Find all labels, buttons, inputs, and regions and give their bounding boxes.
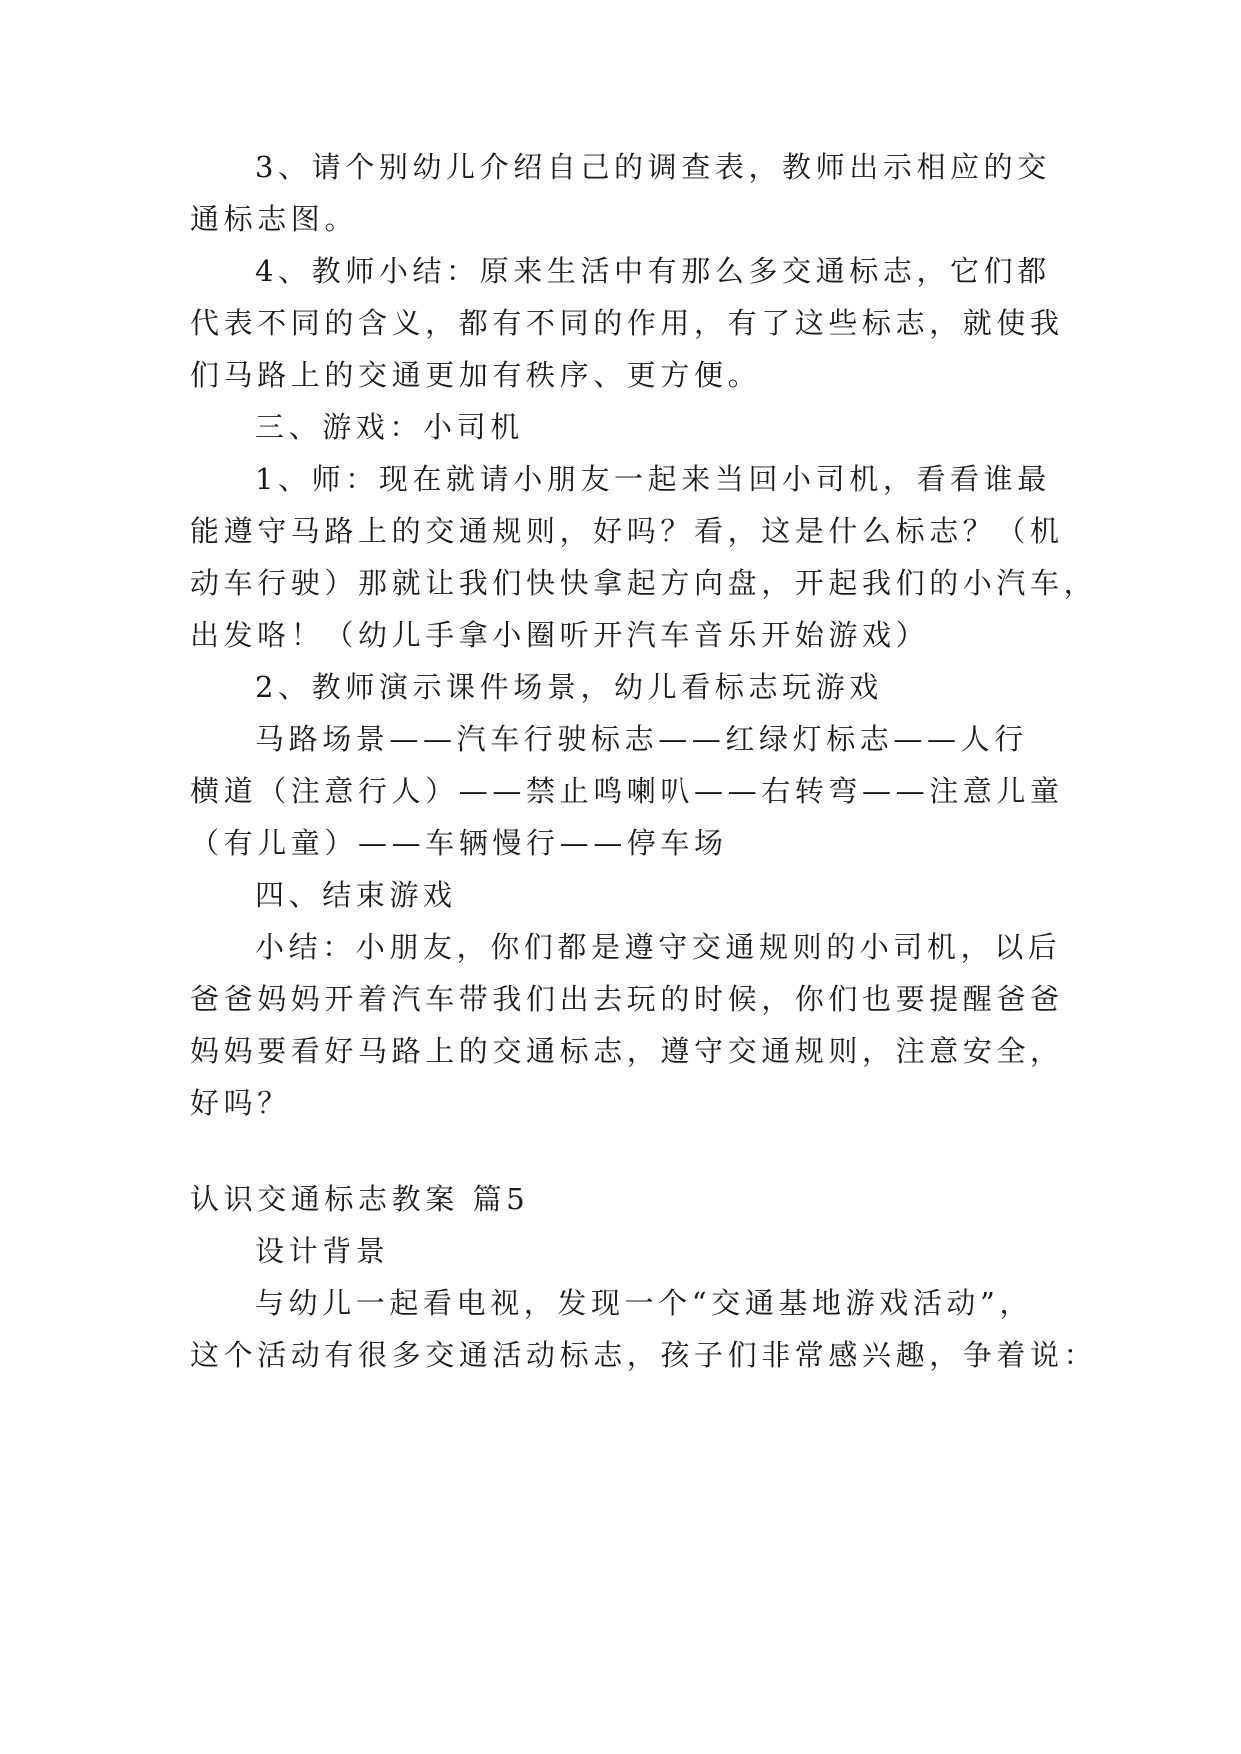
section-heading: 设计背景 xyxy=(255,1234,390,1268)
text-line: 代表不同的含义，都有不同的作用，有了这些标志，就使我 xyxy=(190,306,1064,340)
text-line: 妈妈要看好马路上的交通标志，遵守交通规则，注意安全， xyxy=(190,1034,1064,1068)
text-line: 马路场景——汽车行驶标志——红绿灯标志——人行 xyxy=(255,722,1028,756)
text-line: 2、教师演示课件场景，幼儿看标志玩游戏 xyxy=(255,670,883,704)
text-line: 通标志图。 xyxy=(190,202,359,236)
text-line: 爸爸妈妈开着汽车带我们出去玩的时候，你们也要提醒爸爸 xyxy=(190,982,1064,1016)
text-line: 出发咯！（幼儿手拿小圈听开汽车音乐开始游戏） xyxy=(190,618,930,652)
section-heading: 三、游戏：小司机 xyxy=(255,410,524,444)
section-heading: 四、结束游戏 xyxy=(255,878,457,912)
text-line: 小结：小朋友，你们都是遵守交通规则的小司机，以后 xyxy=(255,930,1062,964)
text-line: 1、师：现在就请小朋友一起来当回小司机，看看谁最 xyxy=(255,462,1051,496)
text-line: 3、请个别幼儿介绍自己的调查表，教师出示相应的交 xyxy=(255,150,1051,184)
document-title: 认识交通标志教案 篇5 xyxy=(190,1182,530,1216)
text-line: 与幼儿一起看电视，发现一个“交通基地游戏活动”， xyxy=(255,1286,1034,1320)
text-line: （有儿童）——车辆慢行——停车场 xyxy=(190,826,728,860)
text-line: 们马路上的交通更加有秩序、更方便。 xyxy=(190,358,762,392)
text-line: 4、教师小结：原来生活中有那么多交通标志，它们都 xyxy=(255,254,1051,288)
text-line: 好吗？ xyxy=(190,1086,291,1120)
text-line: 横道（注意行人）——禁止鸣喇叭——右转弯——注意儿童 xyxy=(190,774,1064,808)
text-line: 能遵守马路上的交通规则，好吗？看，这是什么标志？（机 xyxy=(190,514,1064,548)
text-line: 动车行驶）那就让我们快快拿起方向盘，开起我们的小汽车， xyxy=(190,566,1098,600)
text-line: 这个活动有很多交通活动标志，孩子们非常感兴趣，争着说： xyxy=(190,1338,1098,1372)
